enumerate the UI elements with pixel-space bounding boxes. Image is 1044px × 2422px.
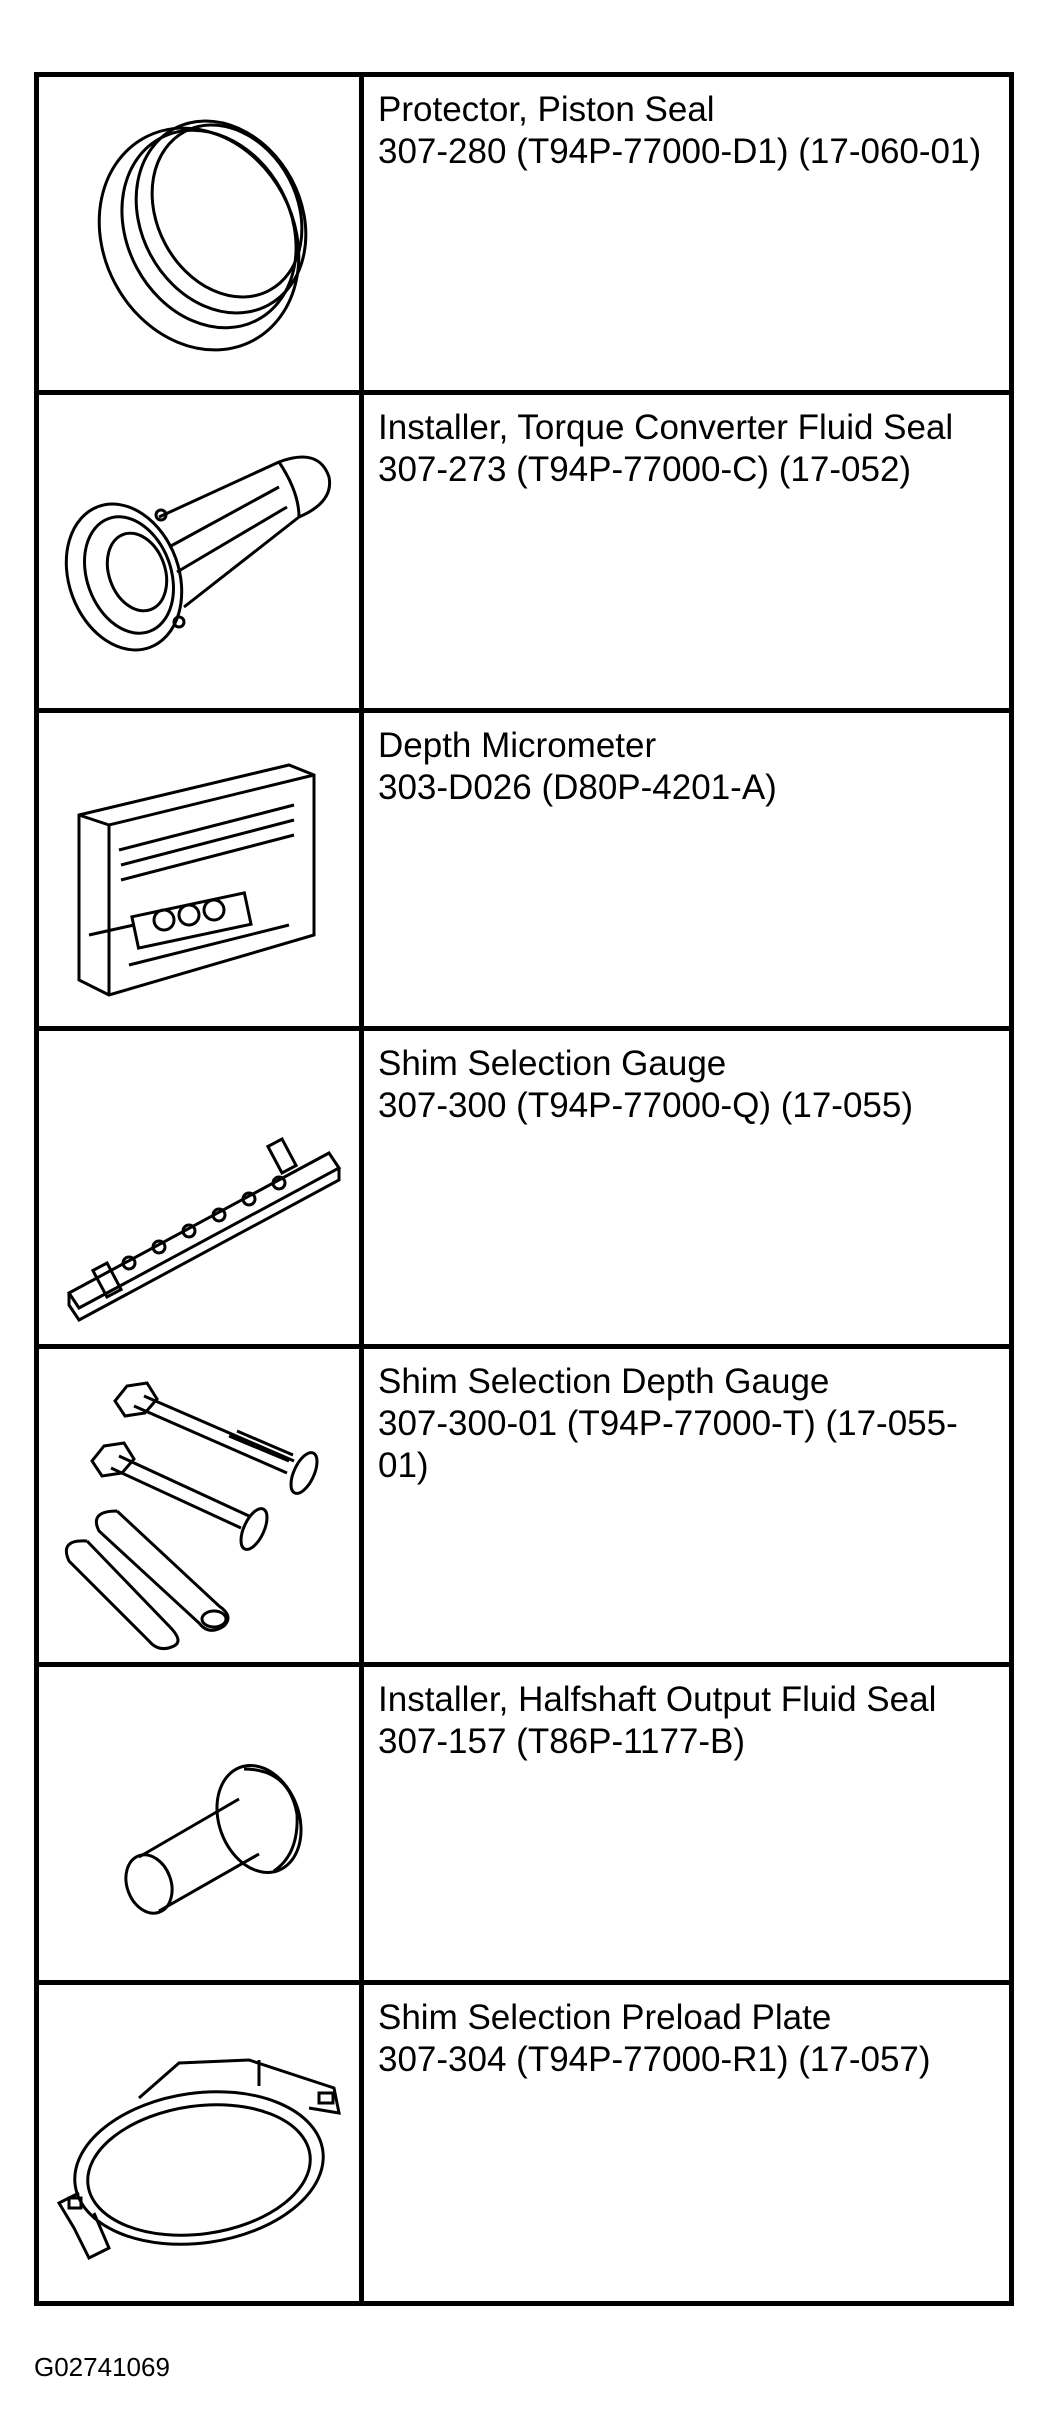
tool-row <box>39 1985 1009 2301</box>
depth-micrometer-icon <box>49 725 349 1015</box>
tool-row <box>39 1031 1009 1349</box>
halfshaft-seal-installer-icon <box>49 1679 349 1969</box>
shim-selection-gauge-icon <box>49 1043 349 1333</box>
figure-id: G02741069 <box>34 2352 170 2382</box>
torque-converter-seal-installer-icon <box>49 407 349 697</box>
tool-name: Shim Selection Gauge <box>378 1044 727 1083</box>
tool-name: Protector, Piston Seal <box>378 90 715 129</box>
tool-number: 307-157 (T86P-1177-B) <box>378 1722 746 1761</box>
preload-plate-icon <box>49 1998 349 2288</box>
tool-name: Shim Selection Depth Gauge <box>378 1362 830 1401</box>
special-tools-table <box>34 72 1014 2306</box>
tool-number: 307-280 (T94P-77000-D1) (17-060-01) <box>378 132 982 171</box>
tool-row <box>39 77 1009 395</box>
piston-seal-protector-icon <box>49 89 349 379</box>
tool-row <box>39 1349 1009 1667</box>
tool-name: Shim Selection Preload Plate <box>378 1998 832 2037</box>
tool-number: 307-300-01 (T94P-77000-T) (17-055-01) <box>378 1404 958 1485</box>
tool-name: Installer, Torque Converter Fluid Seal <box>378 408 954 447</box>
tool-number: 303-D026 (D80P-4201-A) <box>378 768 777 807</box>
tool-number: 307-300 (T94P-77000-Q) (17-055) <box>378 1086 914 1125</box>
tool-name: Installer, Halfshaft Output Fluid Seal <box>378 1680 937 1719</box>
tool-name: Depth Micrometer <box>378 726 657 765</box>
tool-row <box>39 395 1009 713</box>
tool-number: 307-304 (T94P-77000-R1) (17-057) <box>378 2040 931 2079</box>
tool-number: 307-273 (T94P-77000-C) (17-052) <box>378 450 912 489</box>
shim-depth-gauge-icon <box>49 1361 349 1651</box>
tool-row <box>39 713 1009 1031</box>
tool-row <box>39 1667 1009 1985</box>
